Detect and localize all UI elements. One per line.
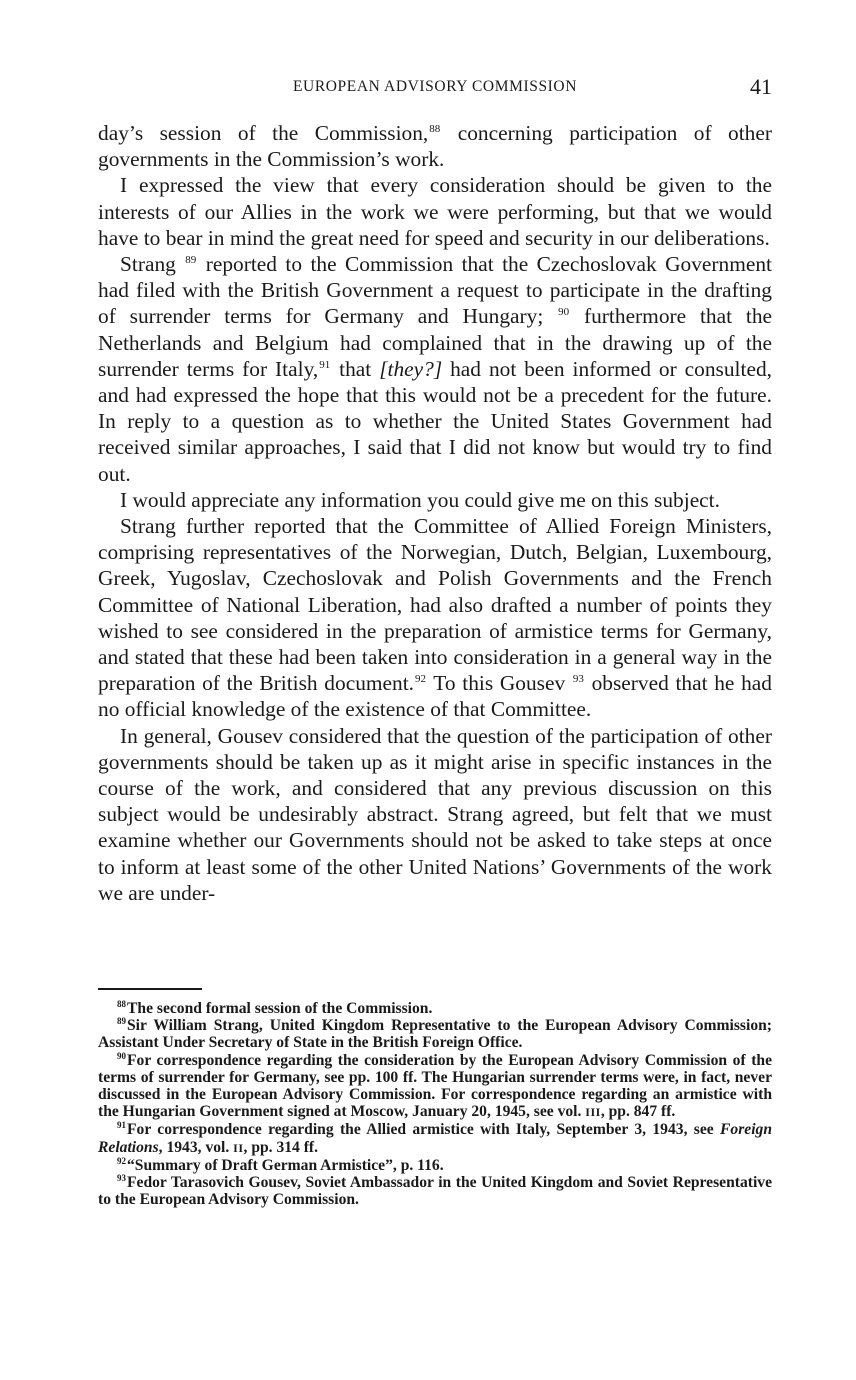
footnote-text: , pp. 314 ff. — [243, 1138, 319, 1156]
text-run: Strang — [120, 252, 176, 277]
footnote-text: “Summary of Draft German Armistice”, p. 116. — [127, 1156, 444, 1174]
page-header — [98, 74, 772, 104]
text-run: furthermore that the Netherlands and Belgium had complained that in the drawing up of the surrender terms for Italy, — [98, 304, 773, 381]
paragraph-3 — [98, 251, 772, 487]
paragraph-1 — [98, 120, 772, 172]
footnote-text: For correspondence regarding the Allied armistice with Italy, September 3, 1943, see — [127, 1121, 720, 1139]
text-run: observed that he had no official knowledge of the existence of that Committee. — [98, 671, 772, 722]
footnote-number: 89 — [117, 1016, 126, 1027]
footnote-92 — [98, 1157, 772, 1174]
body-text — [98, 120, 772, 906]
footnote-ref-91: 91 — [319, 358, 331, 371]
footnote-text: For correspondence regarding the consideration by the European Advisory Commission of the terms of surrender for Germany, see pp. 100 ff. The Hungarian surrender terms were, in fact, never discussed in the European Advisory Commission. For correspondence regarding an armistice with the Hungarian Government signed at Moscow, January 20, 1945, see vol. — [98, 1051, 772, 1121]
footnote-number: 90 — [117, 1050, 126, 1061]
text-run: that — [331, 356, 380, 381]
footnote-divider — [98, 988, 202, 990]
editorial-bracket: [they?] — [379, 356, 443, 381]
footnote-ref-89: 89 — [185, 254, 197, 267]
footnote-text: The second formal session of the Commission. — [127, 1000, 433, 1017]
footnote-number: 88 — [117, 999, 126, 1009]
text-run: day’s session of the Commission, — [98, 121, 429, 145]
paragraph-4: I would appreciate any information you could give me on this subject. — [120, 487, 720, 512]
text-run: concerning participation of other governments in the Commission’s work. — [98, 121, 772, 172]
footnote-text: Sir William Strang, United Kingdom Representative to the European Advisory Commission; Assistant Under Secretary of State in the British Foreign Office. — [98, 1017, 772, 1052]
footnote-ref-88: 88 — [429, 123, 441, 135]
publication-title: Foreign Relations — [98, 1121, 772, 1156]
footnote-text: , 1943, vol. — [158, 1138, 234, 1156]
text-run: reported to the Commission that the Czechoslovak Government had filed with the British Government a request to participate in the drafting of surrender terms for Germany and Hungary; — [98, 252, 772, 329]
footnote-number: 91 — [117, 1120, 126, 1131]
footnotes — [98, 1000, 772, 1208]
page-number: 41 — [750, 74, 772, 99]
text-run: To this Gousev — [427, 671, 566, 696]
paragraph-5 — [98, 513, 772, 723]
volume-numeral: II — [233, 1140, 244, 1155]
paragraph-6: In general, Gousev considered that the question of the participation of other governments should be taken up as it might arise in specific instances in the course of the work, and considered that any previous discussion on this subject would be undesirably abstract. Strang agreed, but felt that we must examine whether our Governments should not be asked to take steps at once to inform at least some of the other United Nations’ Governments of the work we are under- — [98, 723, 772, 905]
footnote-90 — [98, 1052, 772, 1122]
running-head: EUROPEAN ADVISORY COMMISSION — [292, 78, 578, 95]
footnote-89 — [98, 1017, 772, 1051]
footnote-91 — [98, 1121, 772, 1156]
footnote-ref-92: 92 — [415, 673, 427, 686]
footnote-93 — [98, 1174, 772, 1208]
footnote-number: 93 — [117, 1173, 126, 1184]
footnote-88 — [98, 1000, 772, 1017]
footnote-text: Fedor Tarasovich Gousev, Soviet Ambassador in the United Kingdom and Soviet Representative to the European Advisory Commission. — [98, 1174, 772, 1209]
footnote-text: , pp. 847 ff. — [600, 1103, 676, 1121]
volume-numeral: III — [585, 1105, 601, 1120]
paragraph-2: I expressed the view that every consideration should be given to the interests of our Allies in the work we were performing, but that we would have to bear in mind the great need for speed and security in our deliberations. — [98, 173, 772, 250]
footnote-ref-90: 90 — [558, 306, 570, 319]
footnote-number: 92 — [117, 1155, 126, 1166]
footnote-ref-93: 93 — [572, 673, 584, 686]
text-run: Strang further reported that the Committee of Allied Foreign Ministers, comprising representatives of the Norwegian, Dutch, Belgian, Luxembourg, Greek, Yugoslav, Czechoslovak and Polish Governments and the French Committee of National Liberation, had also drafted a number of points they wished to see considered in the preparation of armistice terms for Germany, and stated that these had been taken into consideration in a general way in the preparation of the British document. — [98, 514, 772, 696]
text-run: had not been informed or consulted, and had expressed the hope that this would not be a precedent for the future. In reply to a question as to whether the United States Government had received similar approaches, I said that I did not know but would try to find out. — [98, 356, 772, 486]
